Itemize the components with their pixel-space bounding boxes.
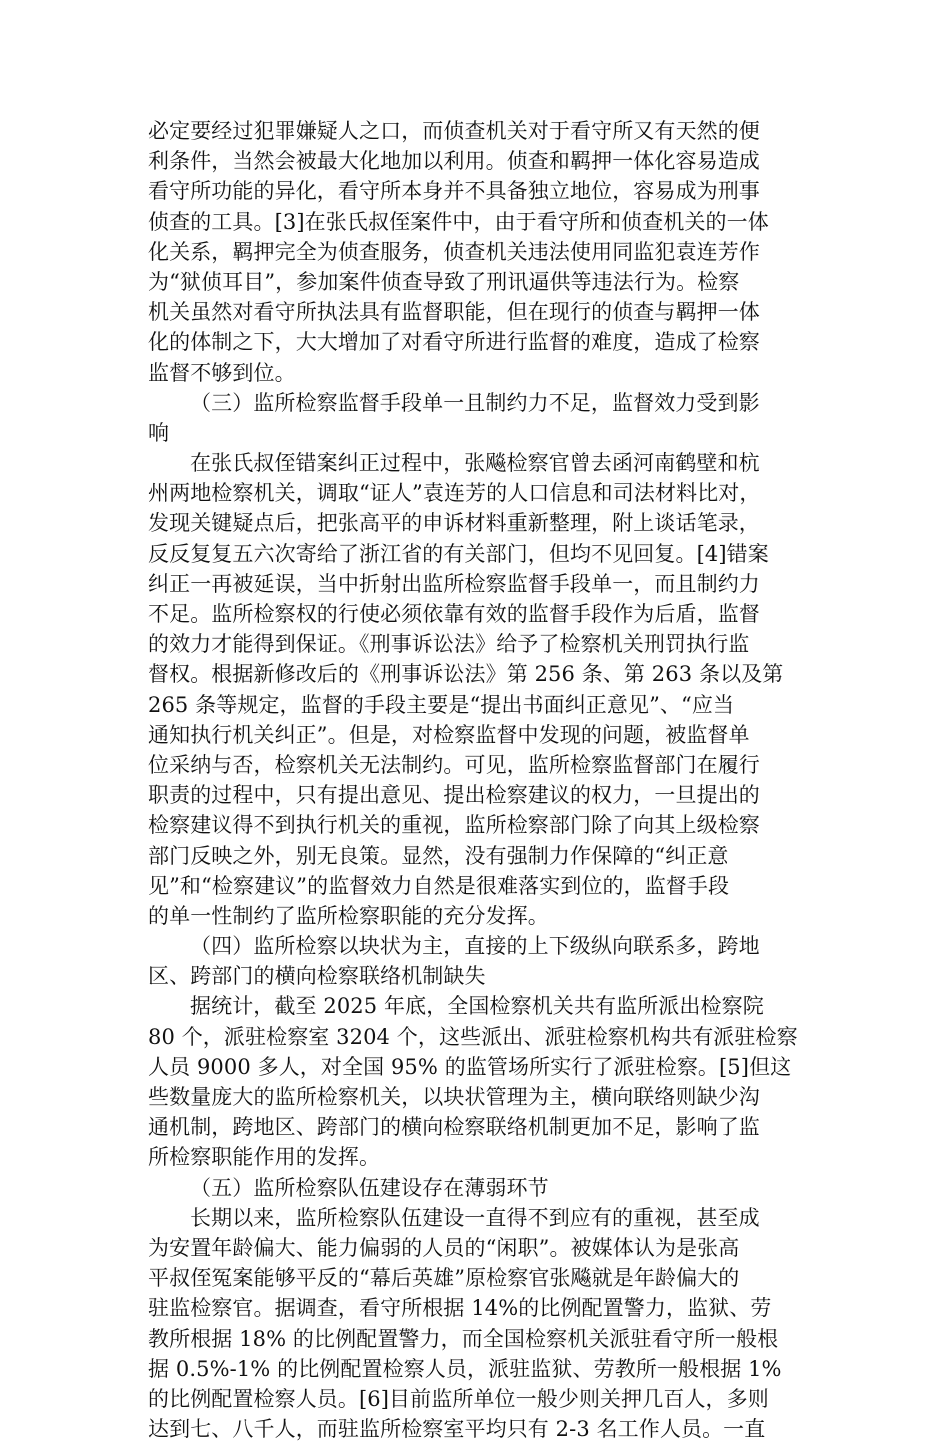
text-line: 据 0.5%-1% 的比例配置检察人员，派驻监狱、劳教所一般根据 1%: [148, 1356, 782, 1381]
text-line: 教所根据 18% 的比例配置警力，而全国检察机关派驻看守所一般根: [148, 1326, 779, 1351]
text-line: 通机制，跨地区、跨部门的横向检察联络机制更加不足，影响了监: [148, 1115, 760, 1140]
section-heading: （四）监所检察以块状为主，直接的上下级纵向联系多，跨地: [190, 934, 760, 959]
text-line: 驻监检察官。据调查，看守所根据 14%的比例配置警力，监狱、劳: [148, 1296, 772, 1321]
paragraph-first-line: 在张氏叔侄错案纠正过程中，张飚检察官曾去函河南鹤壁和杭: [190, 451, 760, 476]
section-heading: （五）监所检察队伍建设存在薄弱环节: [190, 1175, 549, 1200]
text-line: 化的体制之下，大大增加了对看守所进行监督的难度，造成了检察: [148, 330, 760, 355]
section-heading: （三）监所检察监督手段单一且制约力不足，监督效力受到影: [190, 390, 760, 415]
text-line: 必定要经过犯罪嫌疑人之口，而侦查机关对于看守所又有天然的便: [148, 119, 760, 143]
text-line: 职责的过程中，只有提出意见、提出检察建议的权力，一旦提出的: [148, 783, 760, 808]
text-line: 位采纳与否，检察机关无法制约。可见，监所检察监督部门在履行: [148, 752, 760, 777]
paragraph-first-line: 长期以来，监所检察队伍建设一直得不到应有的重视，甚至成: [190, 1205, 760, 1230]
text-line: 看守所功能的异化，看守所本身并不具备独立地位，容易成为刑事: [148, 179, 760, 204]
text-line: 的单一性制约了监所检察职能的充分发挥。: [148, 903, 549, 928]
text-line: 反反复复五六次寄给了浙江省的有关部门，但均不见回复。[4]错案: [148, 541, 769, 566]
text-line: 些数量庞大的监所检察机关，以块状管理为主，横向联络则缺少沟: [148, 1085, 760, 1109]
text-line: 利条件，当然会被最大化地加以利用。侦查和羁押一体化容易造成: [148, 149, 760, 174]
text-line: 265 条等规定，监督的手段主要是“提出书面纠正意见”、“应当: [148, 692, 735, 717]
body-text: [148, 116, 798, 1444]
text-line: 化关系，羁押完全为侦查服务，侦查机关违法使用同监犯袁连芳作: [148, 239, 760, 264]
text-line: 机关虽然对看守所执法具有监督职能，但在现行的侦查与羁押一体: [148, 300, 760, 325]
text-line: 不足。监所检察权的行使必须依靠有效的监督手段作为后盾，监督: [148, 602, 760, 626]
text-line: 的比例配置检察人员。[6]目前监所单位一般少则关押几百人，多则: [148, 1386, 769, 1411]
text-line: 为“狱侦耳目”，参加案件侦查导致了刑讯逼供等违法行为。检察: [148, 269, 740, 294]
text-line: 侦查的工具。[3]在张氏叔侄案件中，由于看守所和侦查机关的一体: [148, 209, 769, 234]
text-line: 所检察职能作用的发挥。: [148, 1145, 381, 1170]
text-line: 监督不够到位。: [148, 360, 296, 385]
text-line: 见”和“检察建议”的监督效力自然是很难落实到位的，监督手段: [148, 873, 730, 898]
text-line: 纠正一再被延误，当中折射出监所检察监督手段单一，而且制约力: [148, 571, 760, 596]
text-line: 通知执行机关纠正”。但是，对检察监督中发现的问题，被监督单: [148, 722, 750, 747]
paragraph-first-line: 据统计，截至 2025 年底，全国检察机关共有监所派出检察院: [190, 994, 764, 1019]
text-line: 的效力才能得到保证。《刑事诉讼法》给予了检察机关刑罚执行监: [148, 632, 750, 657]
section-heading-continued: 响: [148, 420, 170, 445]
text-line: 检察建议得不到执行机关的重视，监所检察部门除了向其上级检察: [148, 813, 760, 838]
text-line: 督权。根据新修改后的《刑事诉讼法》第 256 条、第 263 条以及第: [148, 662, 784, 687]
text-line: 为安置年龄偏大、能力偏弱的人员的“闲职”。被媒体认为是张高: [148, 1235, 740, 1260]
text-line: 80 个，派驻检察室 3204 个，这些派出、派驻检察机构共有派驻检察: [148, 1024, 798, 1049]
text-line: 达到七、八千人，而驻监所检察室平均只有 2-3 名工作人员。一直: [148, 1417, 766, 1442]
text-line: 州两地检察机关，调取“证人”袁连芳的人口信息和司法材料比对，: [148, 481, 761, 506]
text-line: 发现关键疑点后，把张高平的申诉材料重新整理，附上谈话笔录，: [148, 511, 760, 536]
section-heading-continued: 区、跨部门的横向检察联络机制缺失: [148, 964, 486, 989]
text-line: 人员 9000 多人，对全国 95% 的监管场所实行了派驻检察。[5]但这: [148, 1054, 792, 1079]
text-line: 平叔侄冤案能够平反的“幕后英雄”原检察官张飚就是年龄偏大的: [148, 1266, 740, 1291]
text-line: 部门反映之外，别无良策。显然，没有强制力作保障的“纠正意: [148, 843, 729, 868]
